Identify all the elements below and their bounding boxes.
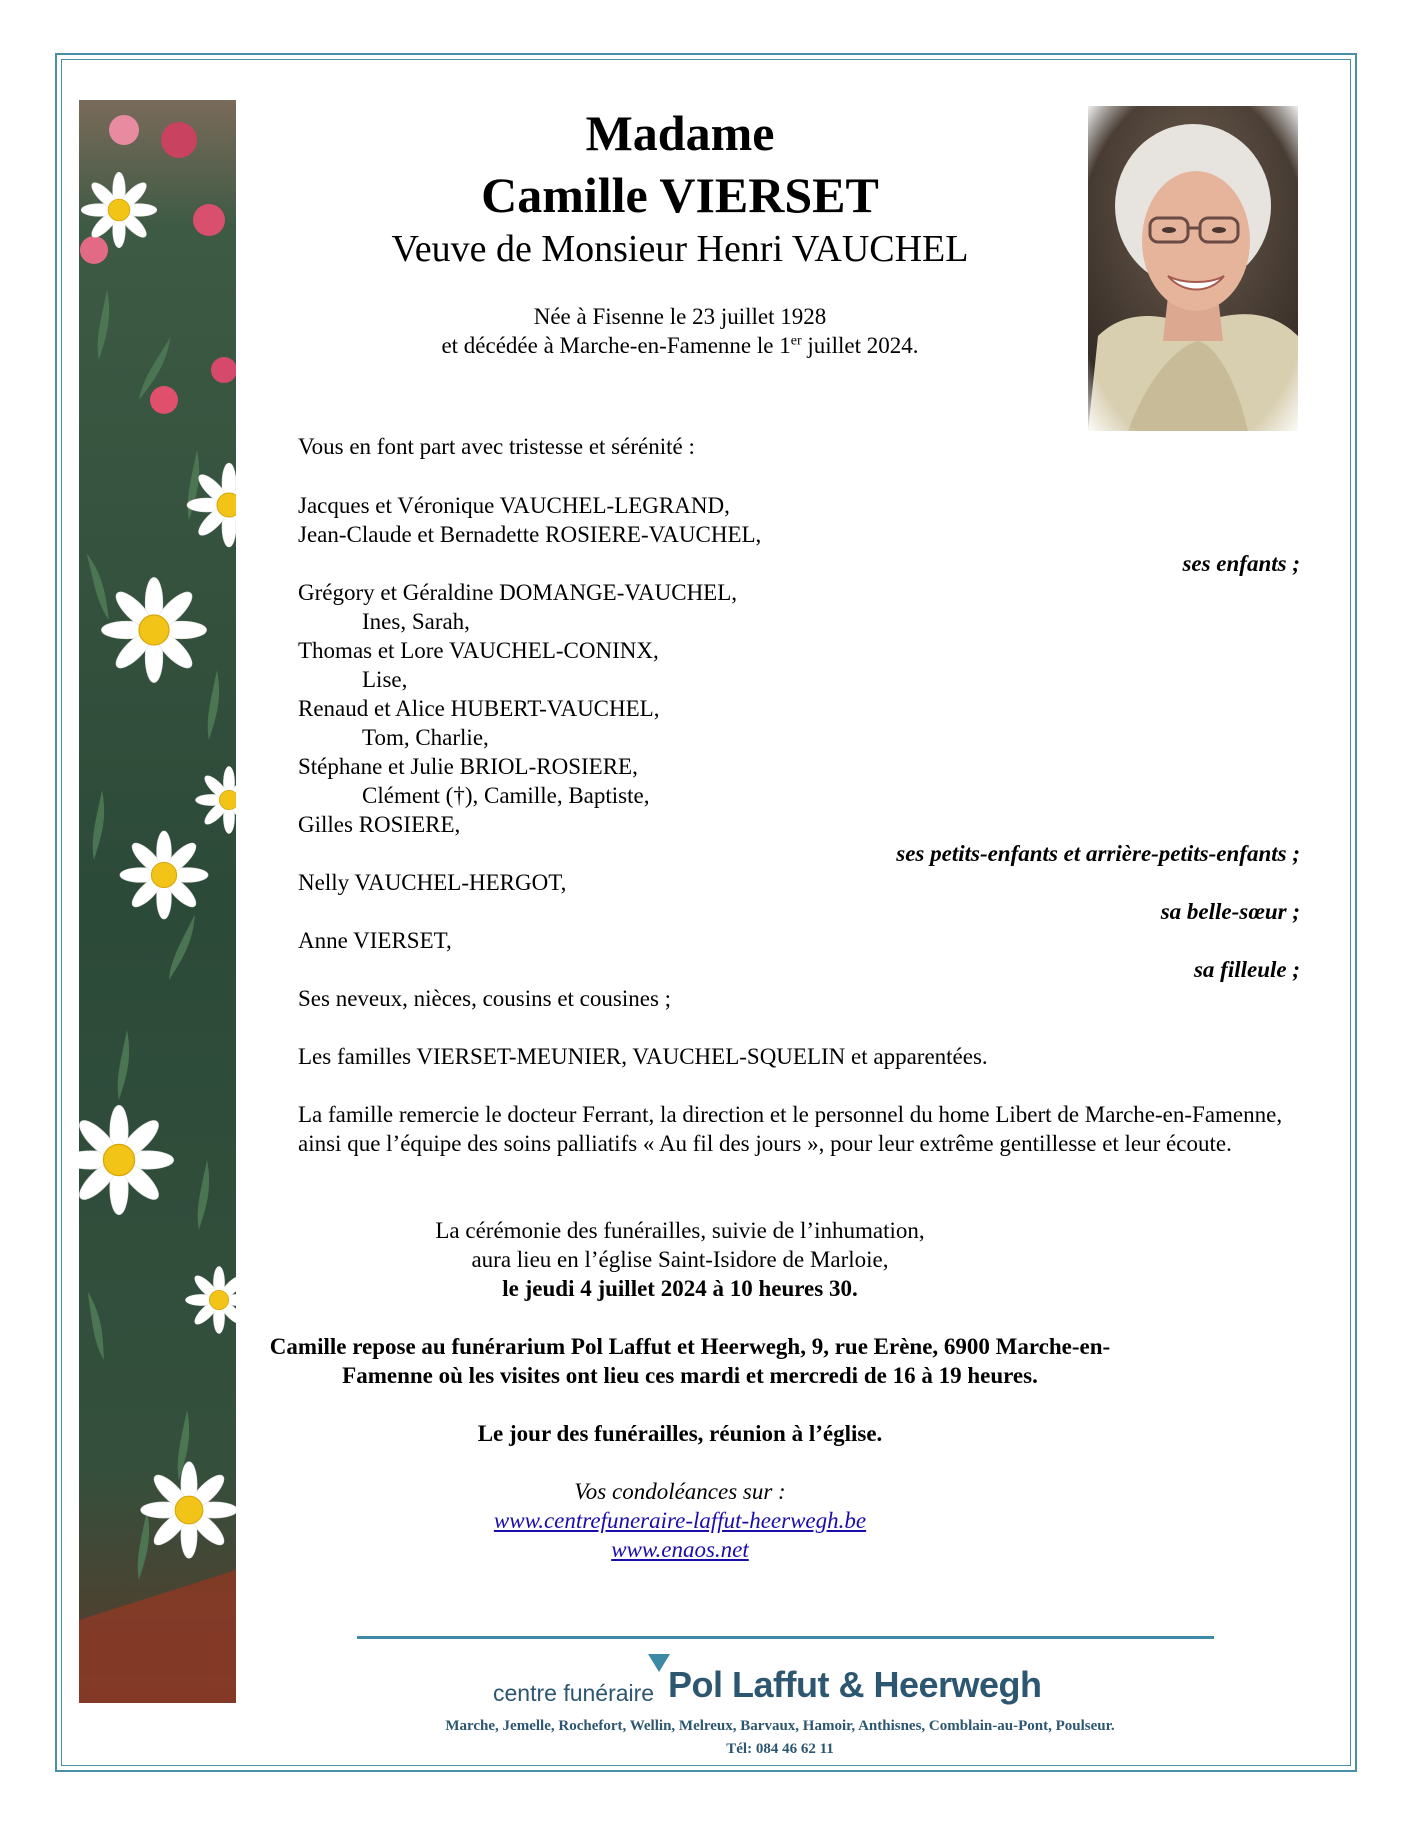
children-role: ses enfants ; — [1182, 551, 1300, 576]
birth-line: Née à Fisenne le 23 juillet 1928 — [533, 304, 827, 329]
deceased-name: Camille VIERSET — [481, 167, 879, 223]
footer-telephone: Tél: 084 46 62 11 — [726, 1741, 834, 1757]
announcement-intro: Vous en font part avec tristesse et sérénité : — [298, 434, 695, 459]
condolences-link-enaos[interactable]: www.enaos.net — [611, 1537, 749, 1562]
grandchild-line: Tom, Charlie, — [362, 725, 489, 750]
child-line: Jean-Claude et Bernadette ROSIERE-VAUCHEL, — [298, 522, 762, 547]
grandchild-line: Stéphane et Julie BRIOL-ROSIERE, — [298, 754, 638, 779]
grandchild-line: Lise, — [362, 667, 408, 692]
families-line: Les familles VIERSET-MEUNIER, VAUCHEL-SQUELIN et apparentées. — [298, 1044, 988, 1069]
visitation-line-1: Camille repose au funérarium Pol Laffut et Heerwegh, 9, rue Erène, 6900 Marche-en- — [269, 1334, 1111, 1359]
relatives-line: Ses neveux, nièces, cousins et cousines ; — [298, 986, 672, 1011]
goddaughter-role: sa filleule ; — [1193, 957, 1300, 982]
footer-divider — [357, 1636, 1214, 1639]
logo-text-brand: Pol Laffut & Heerwegh — [668, 1664, 1042, 1705]
ceremony-line-2: aura lieu en l’église Saint-Isidore de Marloie, — [471, 1247, 889, 1272]
portrait-photo — [1088, 106, 1298, 431]
meeting-line: Le jour des funérailles, réunion à l’église. — [477, 1421, 883, 1446]
grandchild-line: Thomas et Lore VAUCHEL-CONINX, — [298, 638, 659, 663]
footer-towns: Marche, Jemelle, Rochefort, Wellin, Melreux, Barvaux, Hamoir, Anthisnes, Comblain-au-Pont, Poulseur. — [445, 1718, 1115, 1734]
honorific: Madame — [585, 105, 775, 161]
thanks-paragraph: La famille remercie le docteur Ferrant, la direction et le personnel du home Libert de Marche-en-Famenne, ainsi que l’équipe des soins palliatifs « Au fil des jours », pour leur extrême gentillesse et leur écoute. — [298, 1102, 1283, 1156]
daisy-flowers-image — [79, 100, 236, 1703]
death-line: et décédée à Marche-en-Famenne le 1er juillet 2024. — [441, 333, 919, 358]
grandchildren-role: ses petits-enfants et arrière-petits-enfants ; — [896, 841, 1300, 866]
triangle-logo-icon — [648, 1654, 670, 1672]
visitation-line-2: Famenne où les visites ont lieu ces mardi et mercredi de 16 à 19 heures. — [342, 1363, 1038, 1388]
sister-in-law: Nelly VAUCHEL-HERGOT, — [298, 870, 567, 895]
widow-of: Veuve de Monsieur Henri VAUCHEL — [391, 228, 969, 270]
grandchild-line: Clément (†), Camille, Baptiste, — [362, 783, 650, 808]
child-line: Jacques et Véronique VAUCHEL-LEGRAND, — [298, 493, 730, 518]
logo-text-centre-funeraire: centre funéraire — [493, 1680, 655, 1706]
condolences-link-funeral-center[interactable]: www.centrefuneraire-laffut-heerwegh.be — [493, 1508, 867, 1533]
grandchild-line: Grégory et Géraldine DOMANGE-VAUCHEL, — [298, 580, 738, 605]
ceremony-date: le jeudi 4 juillet 2024 à 10 heures 30. — [502, 1276, 858, 1301]
grandchild-line: Renaud et Alice HUBERT-VAUCHEL, — [298, 696, 660, 721]
condolences-label: Vos condoléances sur : — [574, 1479, 786, 1504]
grandchild-line: Ines, Sarah, — [362, 609, 470, 634]
goddaughter: Anne VIERSET, — [298, 928, 452, 953]
sister-in-law-role: sa belle-sœur ; — [1160, 899, 1300, 924]
ceremony-line-1: La cérémonie des funérailles, suivie de l’inhumation, — [435, 1218, 925, 1243]
grandchild-line: Gilles ROSIERE, — [298, 812, 461, 837]
